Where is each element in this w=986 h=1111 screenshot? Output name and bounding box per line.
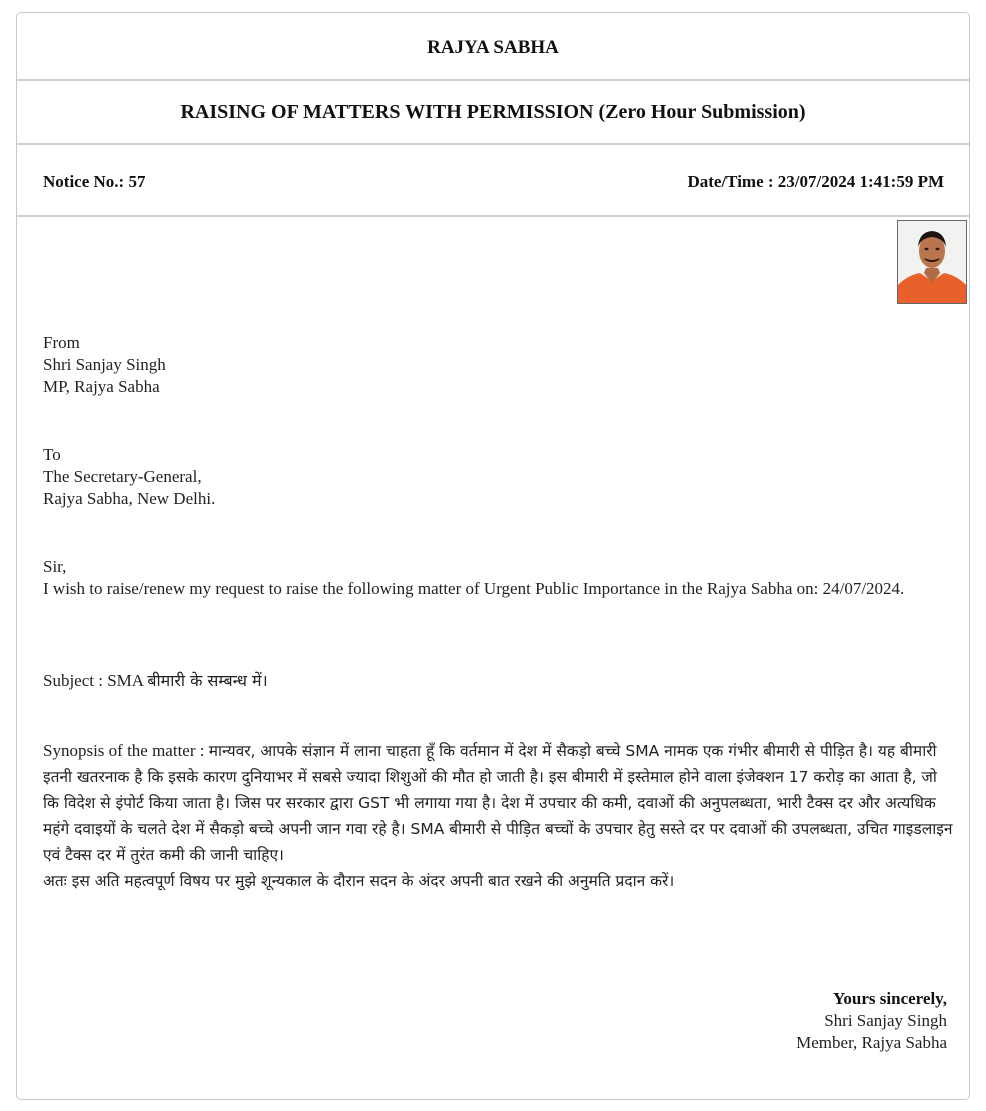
subject-text: बीमारी के सम्बन्ध में। (147, 671, 268, 690)
divider (17, 79, 969, 81)
signature-closing: Yours sincerely, (833, 989, 947, 1008)
to-block (43, 444, 215, 510)
house-title: RAJYA SABHA (427, 37, 559, 58)
synopsis-block (43, 738, 953, 894)
signature-name: Shri Sanjay Singh (824, 1011, 947, 1030)
subject-label: Subject : SMA (43, 671, 148, 690)
from-block (43, 332, 166, 398)
from-name: Shri Sanjay Singh (43, 355, 166, 374)
synopsis-label: Synopsis of the matter : (43, 741, 209, 760)
synopsis-closing: अतः इस अति महत्वपूर्ण विषय पर मुझे शून्यकाल के दौरान सदन के अंदर अपनी बात रखने की अनुमति प्रदान करें। (43, 872, 675, 890)
salutation-text: Sir, (43, 557, 67, 576)
divider (17, 215, 969, 217)
salutation (43, 556, 66, 578)
subject-line (43, 670, 943, 692)
document-subtitle: RAISING OF MATTERS WITH PERMISSION (Zero Hour Submission) (180, 101, 806, 123)
notice-datetime: Date/Time : 23/07/2024 1:41:59 PM (687, 172, 944, 191)
member-photo (897, 220, 967, 304)
divider (17, 143, 969, 145)
signature-designation: Member, Rajya Sabha (796, 1033, 947, 1052)
synopsis-text: मान्यवर, आपके संज्ञान में लाना चाहता हूँ कि वर्तमान में देश में सैकड़ो बच्चे SMA नामक एक गंभीर बीमारी से पीड़ित है। यह बीमारी इतनी खतरनाक है कि इसके कारण दुनियाभर में सबसे ज्यादा शिशुओं की मौत हो जाती है। इस बीमारी में इस्तेमाल होने वाला इंजेक्शन 17 करोड़ का आता है, जो कि विदेश से इंपोर्ट किया जाता है। जिस पर सरकार द्वारा GST भी लगाया गया है। देश में उपचार की कमी, दवाओं की अनुपलब्धता, भारी टैक्स दर और अत्यधिक महंगे दवाइयों के चलते देश में सैकड़ो बच्चे अपनी जान गवा रहे है। SMA बीमारी से पीड़ित बच्चों के उपचार हेतु सस्ते दर पर दवाओं की उपलब्धता, उचित गाइडलाइन एवं टैक्स दर में तुरंत कमी की जानी चाहिए। (43, 742, 953, 864)
from-label: From (43, 333, 80, 352)
to-line-2: Rajya Sabha, New Delhi. (43, 489, 216, 508)
to-line-1: The Secretary-General, (43, 467, 202, 486)
signature-block (796, 988, 947, 1054)
request-text: I wish to raise/renew my request to raise the following matter of Urgent Public Importance in the Rajya Sabha on: 24/07/2024. (43, 579, 905, 598)
notice-number: Notice No.: 57 (43, 172, 146, 191)
document-page (16, 12, 970, 1100)
member-portrait-icon (898, 221, 966, 303)
from-designation: MP, Rajya Sabha (43, 377, 160, 396)
to-label: To (43, 445, 61, 464)
